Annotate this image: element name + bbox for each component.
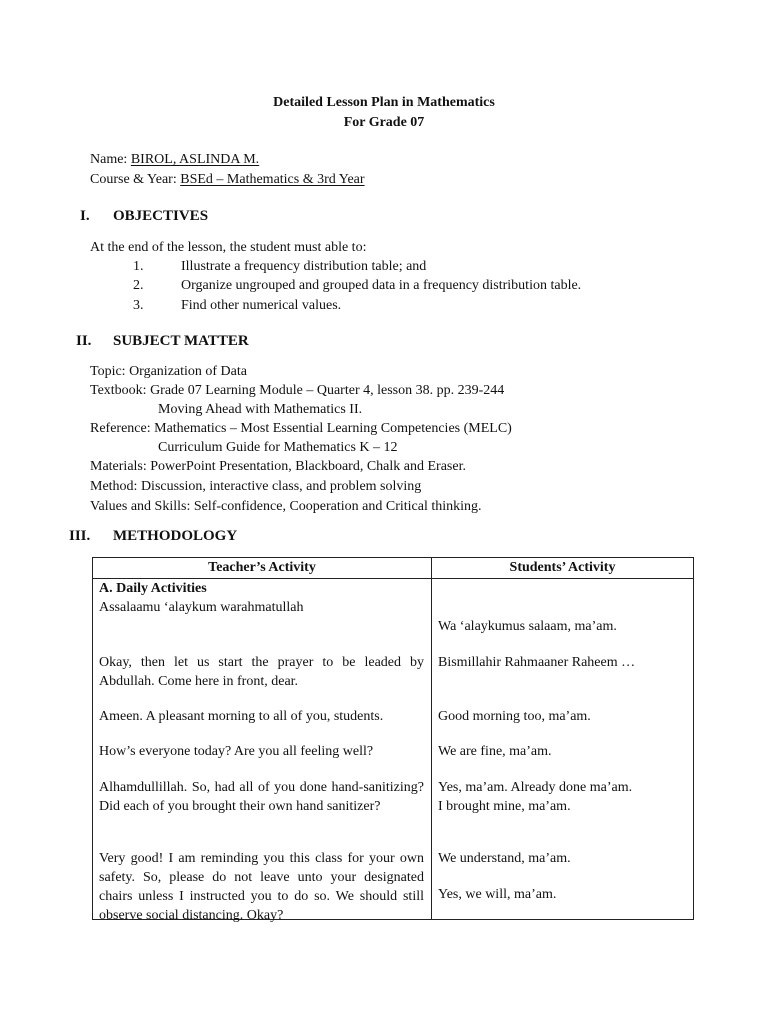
objective-text: Organize ungrouped and grouped data in a frequency distribution table. — [181, 278, 582, 293]
teacher-line: Alhamdullillah. So, had all of you done hand-sanitizing? Did each of you brought their own hand sanitizer? — [99, 780, 424, 814]
student-line: Yes, ma’am. Already done ma’am. — [438, 780, 633, 795]
methodology-numeral: III. — [69, 528, 91, 544]
teacher-line: How’s everyone today? Are you all feeling well? — [99, 744, 374, 759]
objectives-intro: At the end of the lesson, the student must able to: — [90, 240, 367, 255]
reference-continuation: Curriculum Guide for Mathematics K – 12 — [158, 440, 398, 455]
table-row — [93, 579, 694, 920]
document-subtitle: For Grade 07 — [343, 115, 425, 130]
subject-matter-heading: SUBJECT MATTER — [113, 333, 249, 349]
student-line: Wa ‘alaykumus salaam, ma’am. — [438, 619, 617, 634]
topic-line: Topic: Organization of Data — [90, 364, 247, 379]
course-value: BSEd – Mathematics & 3rd Year — [180, 172, 365, 187]
teacher-line: Okay, then let us start the prayer to be leaded by Abdullah. Come here in front, dear. — [99, 655, 424, 689]
teacher-line: Assalaamu ‘alaykum warahmatullah — [99, 600, 304, 615]
student-line: Bismillahir Rahmaaner Raheem … — [438, 655, 636, 670]
subject-matter-numeral: II. — [76, 333, 92, 349]
objective-text: Illustrate a frequency distribution table; and — [181, 259, 427, 274]
table-header-row — [93, 558, 694, 579]
materials-line: Materials: PowerPoint Presentation, Blackboard, Chalk and Eraser. — [90, 459, 466, 474]
methodology-table — [92, 557, 694, 923]
document-title: Detailed Lesson Plan in Mathematics — [273, 95, 495, 110]
objectives-heading: OBJECTIVES — [113, 208, 209, 224]
teacher-activity-header: Teacher’s Activity — [93, 558, 432, 579]
section-a-label: A. Daily Activities — [99, 581, 207, 596]
reference-line: Reference: Mathematics – Most Essential Learning Competencies (MELC) — [90, 421, 512, 436]
objectives-numeral: I. — [80, 208, 90, 224]
textbook-continuation: Moving Ahead with Mathematics II. — [158, 402, 363, 417]
objective-number: 2. — [133, 278, 144, 293]
students-activity-cell — [432, 579, 694, 920]
teacher-line: Very good! I am reminding you this class for your own safety. So, please do not leave unto your designated chairs unless I instructed you to do so. We should still observe social distancing. Okay? — [99, 851, 424, 923]
objective-number: 3. — [133, 298, 144, 313]
students-activity-header: Students’ Activity — [432, 558, 694, 579]
student-line: Good morning too, ma’am. — [438, 709, 591, 724]
teacher-line: Ameen. A pleasant morning to all of you, students. — [99, 709, 384, 724]
teacher-activity-cell — [93, 579, 432, 923]
name-line — [90, 150, 259, 169]
objective-text: Find other numerical values. — [181, 298, 342, 313]
objective-number: 1. — [133, 259, 144, 274]
methodology-heading: METHODOLOGY — [113, 528, 238, 544]
student-line: I brought mine, ma’am. — [438, 799, 571, 814]
name-value: BIROL, ASLINDA M. — [130, 152, 260, 167]
course-line — [90, 170, 365, 189]
course-label: Course & Year: — [90, 172, 177, 187]
name-label: Name: — [90, 152, 128, 167]
student-line: We understand, ma’am. — [438, 851, 571, 866]
values-line: Values and Skills: Self-confidence, Cooperation and Critical thinking. — [90, 499, 482, 514]
student-line: We are fine, ma’am. — [438, 744, 552, 759]
textbook-line: Textbook: Grade 07 Learning Module – Quarter 4, lesson 38. pp. 239-244 — [90, 383, 505, 398]
method-line: Method: Discussion, interactive class, and problem solving — [90, 479, 422, 494]
student-line: Yes, we will, ma’am. — [438, 887, 557, 902]
